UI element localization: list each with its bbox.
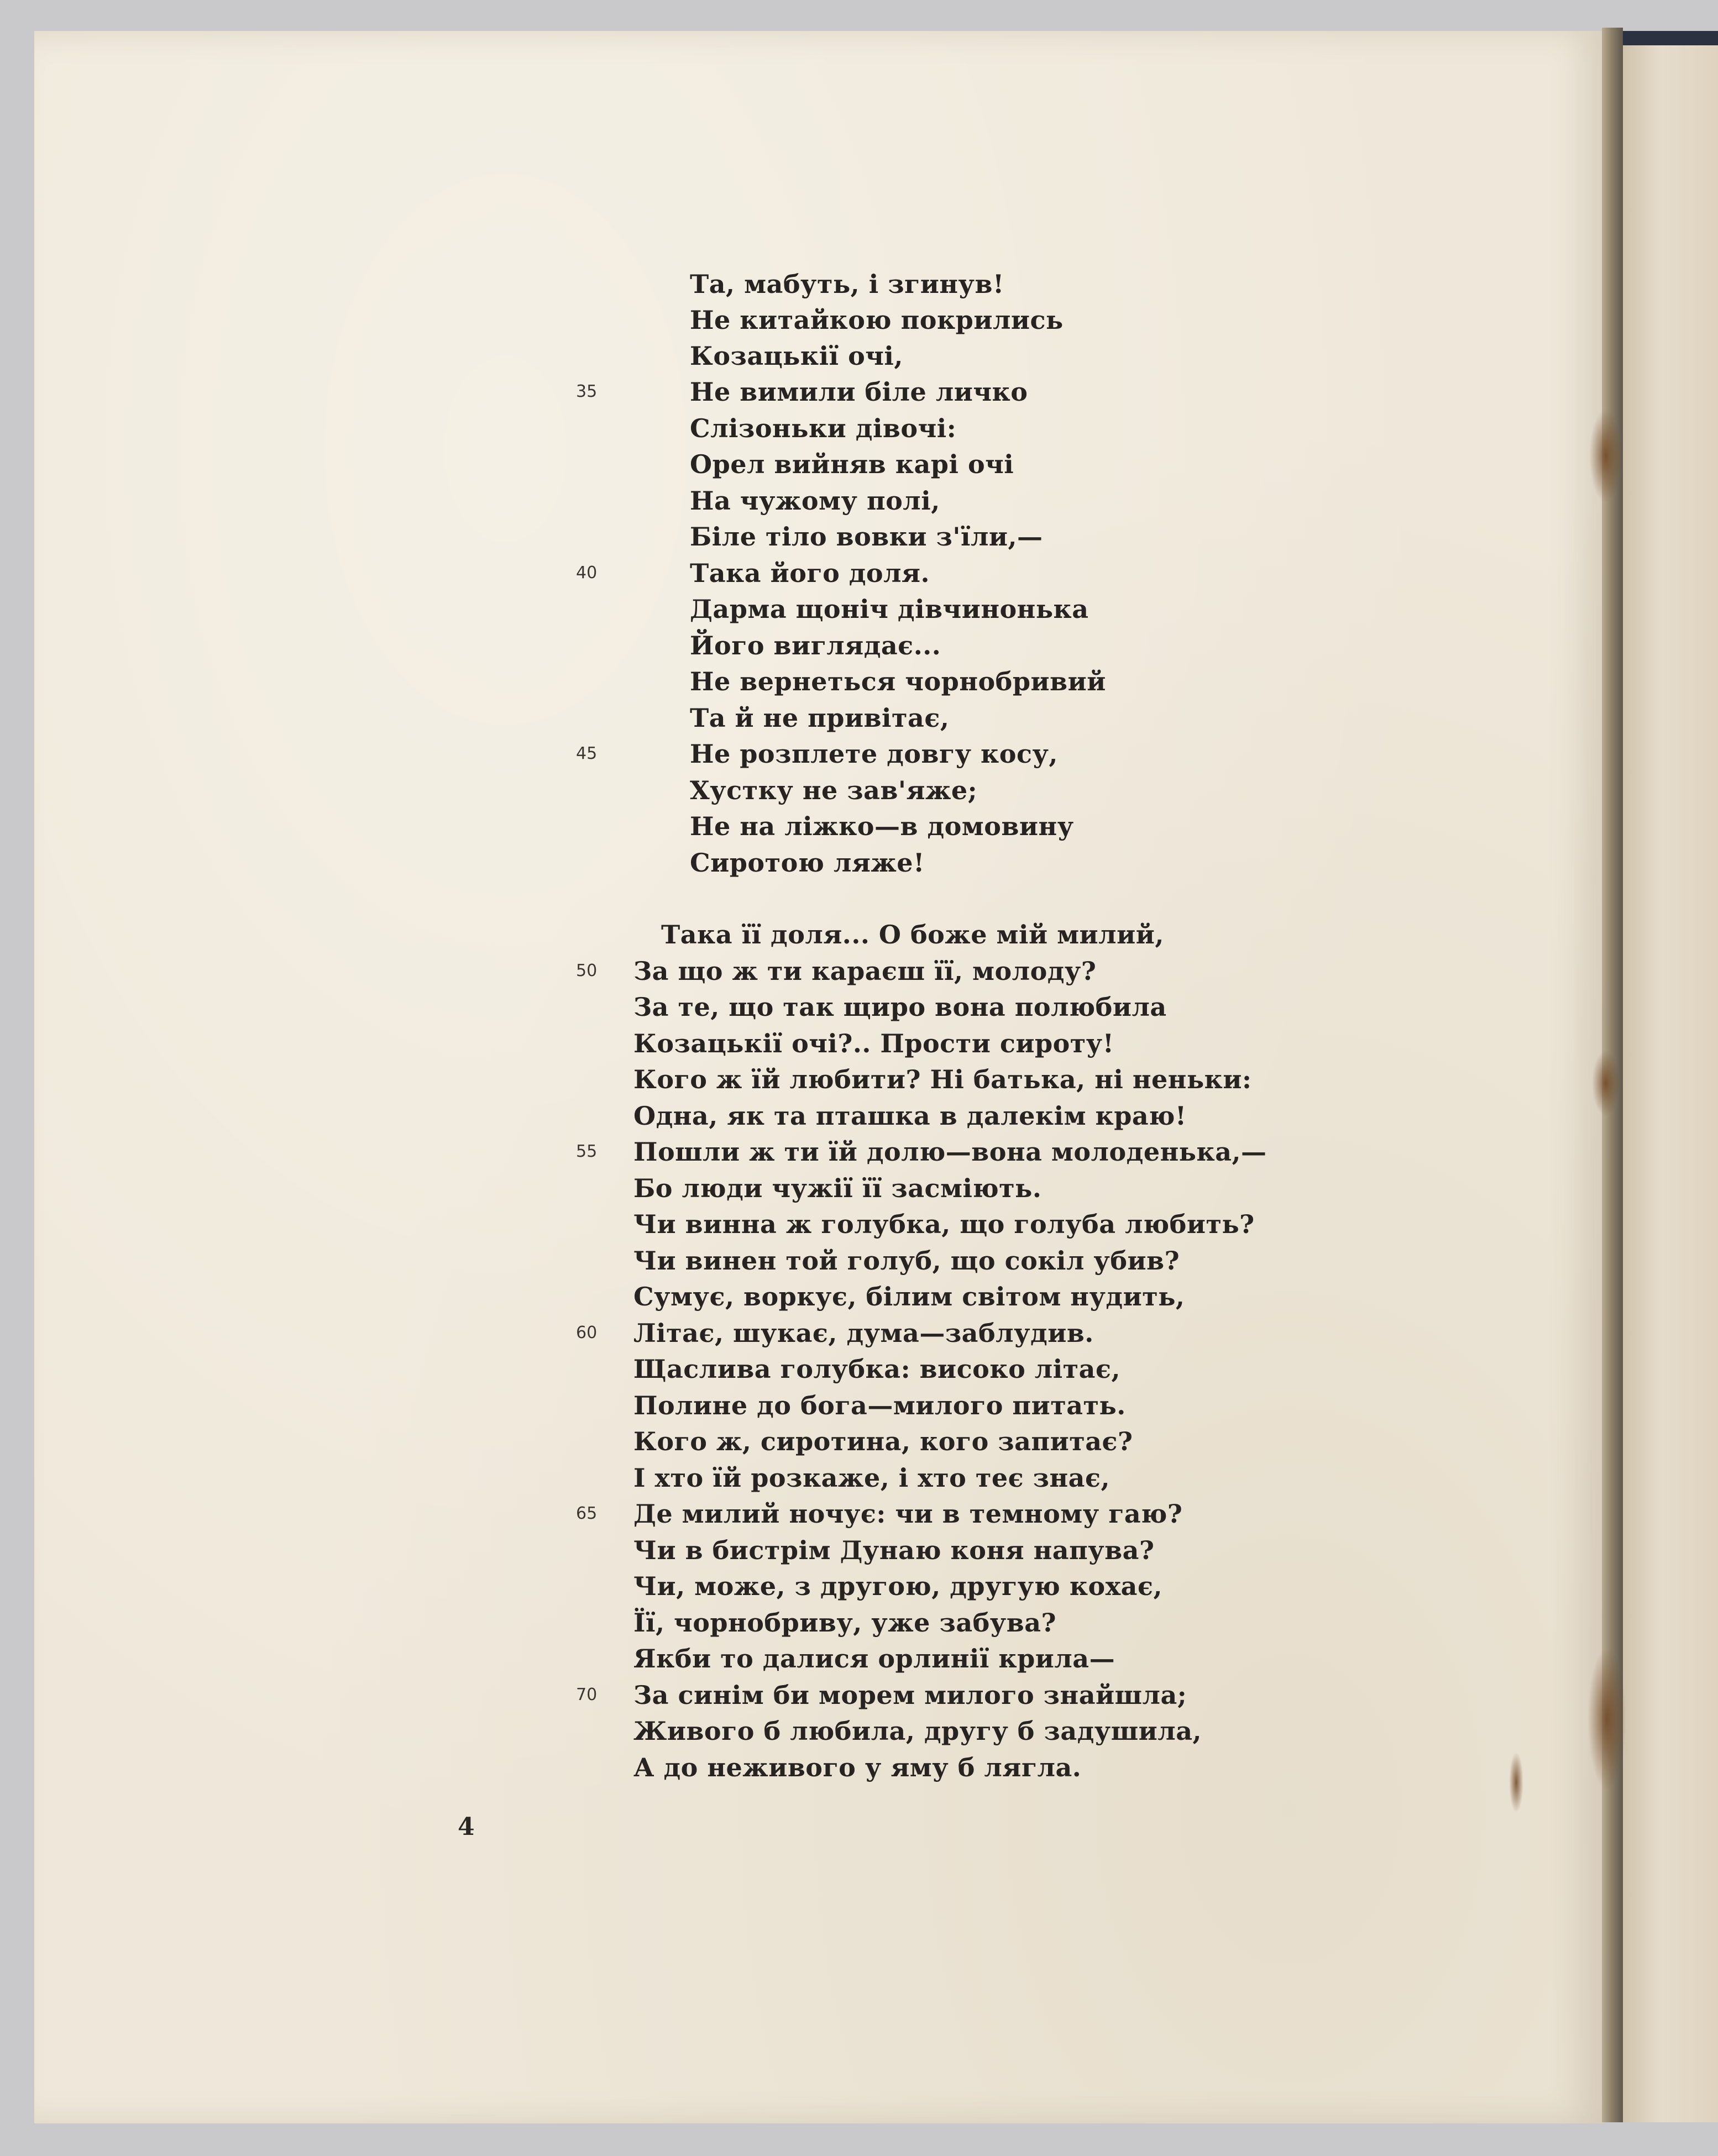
paper-stain: [1592, 1050, 1620, 1116]
verse-line: Така його доля.: [690, 558, 930, 588]
paper-stain: [1588, 1647, 1626, 1791]
verse-line: Де милий ночує: чи в темному гаю?: [633, 1499, 1183, 1529]
verse-line: Одна, як та пташка в далекім краю!: [633, 1101, 1187, 1131]
line-number: 70: [576, 1685, 598, 1704]
verse-line: Слізоньки дівочі:: [690, 413, 957, 443]
line-number: 45: [576, 744, 598, 763]
verse-line: За те, що так щиро вона полюбила: [633, 992, 1167, 1022]
verse-line: Не китайкою покрились: [690, 305, 1064, 335]
verse-line: Не вернеться чорнобривий: [690, 667, 1106, 696]
scan-background-edge: [1623, 31, 1718, 45]
paper-stain: [1509, 1752, 1523, 1813]
verse-line: Щаслива голубка: високо літає,: [633, 1354, 1121, 1384]
verse-line: А до неживого у яму б лягла.: [633, 1753, 1082, 1782]
verse-line: Чи, може, з другою, другую кохає,: [633, 1571, 1162, 1601]
verse-line: Та й не привітає,: [690, 703, 950, 733]
page-number: 4: [458, 1813, 475, 1841]
verse-line: Літає, шукає, дума—заблудив.: [633, 1318, 1094, 1348]
verse-line: Її, чорнобриву, уже забува?: [633, 1608, 1056, 1638]
verse-line: Козацькії очі,: [690, 341, 903, 371]
verse-line: Дарма щоніч дівчинонька: [690, 594, 1089, 624]
verse-line: Сиротою ляже!: [690, 848, 925, 878]
line-number: 60: [576, 1323, 598, 1342]
verse-line: Бо люди чужії її засміють.: [633, 1173, 1042, 1203]
verse-line: Полине до бога—милого питать.: [633, 1391, 1126, 1420]
verse-line: Не вимили біле личко: [690, 377, 1028, 407]
verse-line: Не розплете довгу косу,: [690, 739, 1058, 769]
verse-line: Козацькії очі?.. Прости сироту!: [633, 1029, 1114, 1058]
line-number: 50: [576, 961, 598, 980]
verse-line: Орел вийняв карі очі: [690, 449, 1014, 479]
adjacent-page-edge: [1623, 39, 1718, 2122]
line-number: 55: [576, 1142, 598, 1161]
verse-line: Сумує, воркує, білим світом нудить,: [633, 1282, 1185, 1312]
verse-line: Чи винен той голуб, що сокіл убив?: [633, 1246, 1180, 1276]
paper-stain: [1589, 409, 1622, 503]
verse-line: На чужому полі,: [690, 486, 940, 516]
verse-line: Така її доля... О боже мій милий,: [661, 920, 1164, 950]
verse-line: Його виглядає...: [690, 631, 941, 660]
verse-line: Біле тіло вовки з'їли,—: [690, 522, 1043, 552]
verse-line: Хустку не зав'яже;: [690, 775, 978, 805]
verse-line: Пошли ж ти їй долю—вона молоденька,—: [633, 1137, 1267, 1167]
verse-line: І хто їй розкаже, і хто теє знає,: [633, 1463, 1110, 1493]
verse-line: За синім би морем милого знайшла;: [633, 1680, 1187, 1710]
verse-line: Живого б любила, другу б задушила,: [633, 1716, 1202, 1746]
line-number: 40: [576, 563, 598, 583]
verse-line: Кого ж, сиротина, кого запитає?: [633, 1426, 1133, 1456]
verse-line: Якби то далися орлинії крила—: [633, 1644, 1115, 1674]
verse-line: Не на ліжко—в домовину: [690, 811, 1074, 841]
verse-line: Чи в бистрім Дунаю коня напува?: [633, 1535, 1155, 1565]
line-number: 35: [576, 382, 598, 401]
verse-line: Чи винна ж голубка, що голуба любить?: [633, 1209, 1255, 1239]
verse-line: Та, мабуть, і згинув!: [690, 269, 1004, 299]
line-number: 65: [576, 1504, 598, 1523]
verse-line: За що ж ти караєш її, молоду?: [633, 956, 1097, 986]
verse-line: Кого ж їй любити? Ні батька, ні неньки:: [633, 1064, 1252, 1094]
